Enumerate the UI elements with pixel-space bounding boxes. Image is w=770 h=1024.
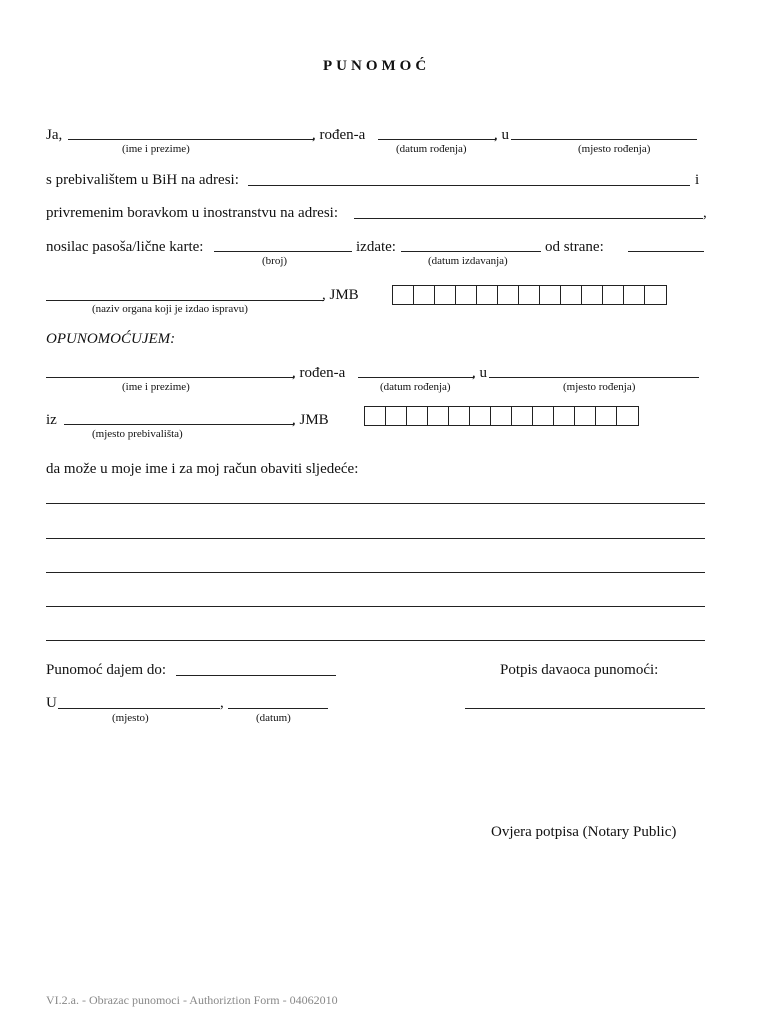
hint-name: (ime i prezime) (122, 143, 190, 155)
label-rodena-2: , rođen-a (292, 365, 346, 381)
actions-line-3[interactable] (46, 572, 705, 573)
hint-issue-date: (datum izdavanja) (428, 255, 508, 267)
address-bih-field[interactable] (248, 185, 690, 186)
actions-line-2[interactable] (46, 538, 705, 539)
hint-authority: (naziv organa koji je izdao ispravu) (92, 303, 248, 315)
label-u: , u (494, 127, 509, 143)
hint-broj: (broj) (262, 255, 288, 267)
grantee-jmb-boxes[interactable] (364, 406, 639, 426)
hint-pob-2: (mjesto rođenja) (563, 381, 636, 393)
actions-line-4[interactable] (46, 606, 705, 607)
label-jmb-1: , JMB (322, 287, 359, 303)
issue-date-field[interactable] (401, 251, 541, 252)
hint-dob: (datum rođenja) (396, 143, 467, 155)
label-izdate: izdate: (356, 239, 396, 255)
label-od-strane: od strane: (545, 239, 604, 255)
label-valid-until: Punomoć dajem do: (46, 662, 166, 678)
grantee-dob-field[interactable] (358, 377, 474, 378)
date-field[interactable] (228, 708, 328, 709)
grantor-dob-field[interactable] (378, 139, 496, 140)
label-passport: nosilac pasoša/lične karte: (46, 239, 204, 255)
actions-line-5[interactable] (46, 640, 705, 641)
passport-number-field[interactable] (214, 251, 352, 252)
form-footer: VI.2.a. - Obrazac punomoci - Authoriztion Form - 04062010 (46, 993, 338, 1007)
hint-name-2: (ime i prezime) (122, 381, 190, 393)
hint-residence: (mjesto prebivališta) (92, 428, 183, 440)
address-abroad-field[interactable] (354, 218, 703, 219)
label-address-abroad: privremenim boravkom u inostranstvu na adresi: (46, 205, 339, 221)
grantee-pob-field[interactable] (489, 377, 699, 378)
page-title: PUNOMOĆ (323, 58, 431, 74)
label-actions: da može u moje ime i za moj račun obaviti sljedeće: (46, 461, 359, 477)
label-comma-2: , (220, 695, 224, 711)
label-address-bih: s prebivalištem u BiH na adresi: (46, 172, 239, 188)
label-u-2: , u (472, 365, 487, 381)
grantor-jmb-boxes[interactable] (392, 285, 667, 305)
hint-dob-2: (datum rođenja) (380, 381, 451, 393)
place-field[interactable] (58, 708, 220, 709)
grantor-name-field[interactable] (68, 139, 314, 140)
hint-date: (datum) (256, 712, 291, 724)
hint-place: (mjesto) (112, 712, 149, 724)
notary-label: Ovjera potpisa (Notary Public) (491, 824, 677, 840)
label-jmb-2: , JMB (292, 412, 329, 428)
valid-until-field[interactable] (176, 675, 336, 676)
label-iz: iz (46, 412, 57, 428)
signature-field[interactable] (465, 708, 705, 709)
grantor-pob-field[interactable] (511, 139, 697, 140)
label-rodena: , rođen-a (312, 127, 366, 143)
hint-pob: (mjesto rođenja) (578, 143, 651, 155)
label-u-place: U (46, 695, 57, 711)
label-comma: , (703, 205, 707, 221)
issued-by-field[interactable] (628, 251, 704, 252)
grantee-residence-field[interactable] (64, 424, 294, 425)
label-i: i (695, 172, 700, 188)
grantee-name-field[interactable] (46, 377, 294, 378)
label-ja: Ja, (46, 127, 63, 143)
actions-line-1[interactable] (46, 503, 705, 504)
issuing-authority-field[interactable] (46, 300, 324, 301)
label-signature: Potpis davaoca punomoći: (500, 662, 659, 678)
section-heading-grantee: OPUNOMOĆUJEM: (46, 331, 176, 347)
